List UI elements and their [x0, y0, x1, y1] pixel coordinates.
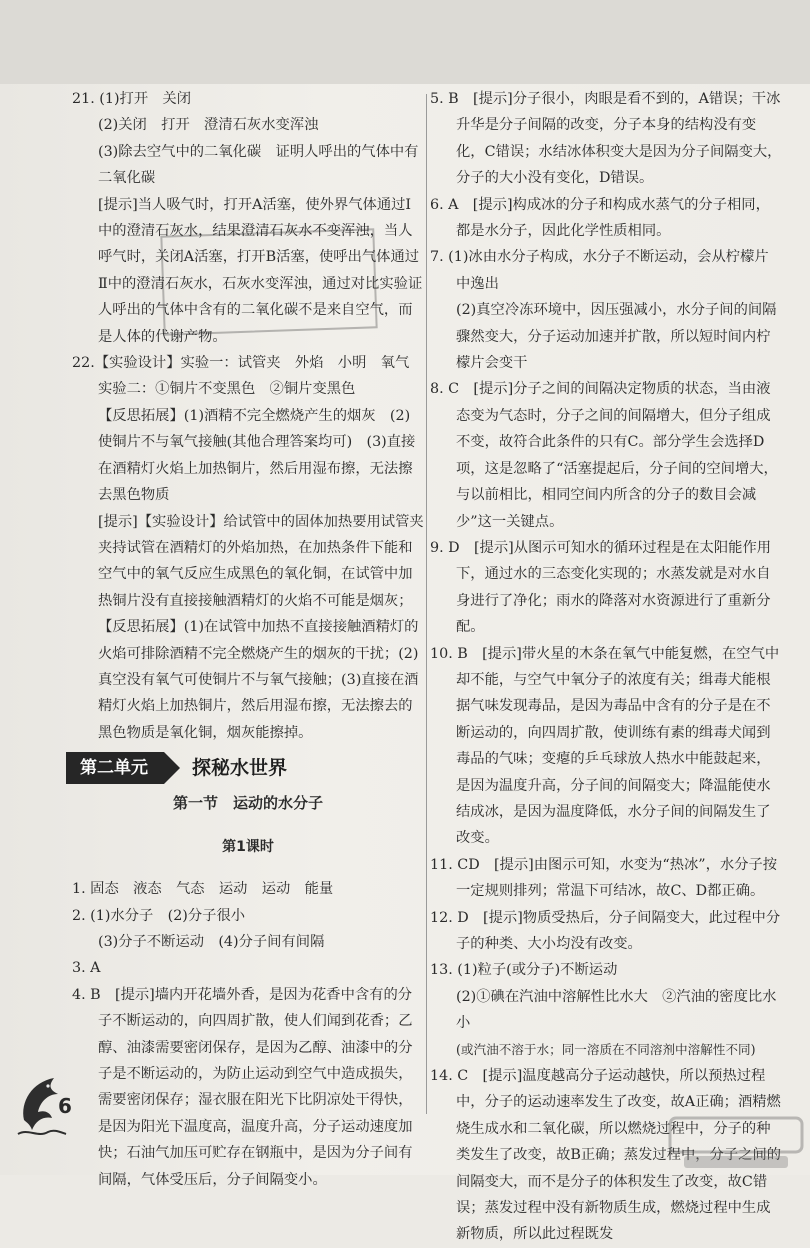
answer-item: 8. C [提示]分子之间的间隔决定物质的状态，当由液态变为气态时，分子之间的间隔增大，但分子组成不变，故符合此条件的只有C。部分学生会选择D项，这是忽略了“活塞提起后，分子间的空间增大，与以前相比，相同空间内所含的分子的数目会减少”这一关键点。	[430, 381, 778, 530]
page-number: 6	[58, 1094, 72, 1118]
answer-item: 11. CD [提示]由图示可知，水变为“热冰”，水分子按一定规则排列；常温下可结冰，故C、D都正确。	[430, 856, 778, 900]
unit-banner	[66, 752, 424, 784]
answer-subline: 实验二：①铜片不变黑色 ②铜片变黑色	[98, 381, 356, 398]
answer-item: 4. B [提示]墙内开花墙外香，是因为花香中含有的分子不断运动的，向四周扩散，使人们闻到花香；乙醇、油漆需要密闭保存，是因为乙醇、油漆中的分子是不断运动的，为防止运动到空气中造成损失，需要密闭保存；湿衣服在阳光下比阴凉处干得快，是因为阳光下温度高，温度升高，分子运动速度加快；石油气加压可贮存在钢瓶中，是因为分子间有间隔，气体受压后，分子间隔变小。	[72, 986, 413, 1188]
answer-item: 1. 固态 液态 气态 运动 运动 能量	[72, 881, 334, 898]
answer-subline: (2)真空冷冻环境中，因压强减小，水分子间的间隔骤然变大，分子运动加速并扩散，所以短时间内柠檬片会变干	[456, 302, 777, 372]
answer-subline: (3)除去空气中的二氧化碳 证明人呼出的气体中有二氧化碳	[98, 143, 419, 187]
watermark-logo-icon	[666, 1112, 806, 1172]
answer-item: 7. (1)冰由水分子构成，水分子不断运动，会从柠檬片中逸出	[430, 249, 769, 292]
lesson-title: 第1课时	[222, 839, 274, 856]
answer-item: 13. (1)粒子(或分子)不断运动	[430, 962, 618, 979]
answer-item: 21. (1)打开 关闭	[72, 91, 192, 107]
answer-subline: 【反思拓展】(1)酒精不完全燃烧产生的烟灰 (2)使铜片不与氧气接触(其他合理答案均可) (3)直接在酒精灯火焰上加热铜片，然后用湿布擦，无法擦去黑色物质	[98, 407, 416, 504]
answer-item: 6. A [提示]构成冰的分子和构成水蒸气的分子相同，都是水分子，因此化学性质相同。	[430, 196, 770, 240]
answer-subline: (2)①碘在汽油中溶解性比水大 ②汽油的密度比水小	[456, 988, 777, 1032]
left-column	[72, 86, 424, 1193]
right-column	[430, 86, 782, 1248]
answer-item: 9. D [提示]从图示可知水的循环过程是在太阳能作用下，通过水的三态变化实现的；水蒸发就是对水自身进行了净化；雨水的降落对水资源进行了重新分配。	[430, 539, 772, 636]
answer-item: 3. A	[72, 960, 101, 977]
answer-subline: (3)分子不断运动 (4)分子间有间隔	[98, 933, 325, 950]
column-divider	[426, 94, 427, 1114]
answer-subline: [提示]当人吸气时，打开A活塞，使外界气体通过Ⅰ中的澄清石灰水，结果澄清石灰水不变浑浊，当人呼气时，关闭A活塞，打开B活塞，使呼出气体通过Ⅱ中的澄清石灰水，石灰水变浑浊，通过对比实验证人呼出的气体中含有的二氧化碳不是来自空气，而是人体的代谢产物。	[98, 196, 423, 345]
answer-item: 5. B [提示]分子很小，肉眼是看不到的，A错误；干冰升华是分子间隔的改变，分子本身的结构没有变化，C错误；水结冰体积变大是因为分子间隔变大，分子的大小没有变化，D错误。	[430, 91, 782, 187]
answer-note: (或汽油不溶于水；同一溶质在不同溶剂中溶解性不同)	[456, 1041, 756, 1057]
answer-subline: [提示]【实验设计】给试管中的固体加热要用试管夹夹持试管在酒精灯的外焰加热，在加热条件下能和空气中的氧气反应生成黑色的氧化铜，在试管中加热铜片没有直接接触酒精灯的火焰不可能是烟灰；【反思拓展】(1)在试管中加热不直接接触酒精灯的火焰可排除酒精不完全燃烧产生的烟灰的干扰；(2)真空没有氧气可使铜片不与氧气接触；(3)直接在酒精灯火焰上加热铜片，然后用湿布擦，无法擦去的黑色物质是氧化铜，烟灰能擦掉。	[98, 513, 424, 741]
answer-item: 2. (1)水分子 (2)分子很小	[72, 907, 246, 924]
unit-tag: 第二单元	[66, 752, 164, 784]
unit-title: 探秘水世界	[192, 756, 288, 779]
answer-item: 12. D [提示]物质受热后，分子间隔变大，此过程中分子的种类、大小均没有改变。	[430, 909, 781, 952]
answer-subline: (2)关闭 打开 澄清石灰水变浑浊	[98, 117, 319, 134]
section-title: 第一节 运动的水分子	[172, 794, 323, 813]
answer-item: 22.【实验设计】实验一：试管夹 外焰 小明 氧气	[72, 355, 410, 372]
answer-item: 10. B [提示]带火星的木条在氧气中能复燃，在空气中却不能，与空气中氧分子的浓度有关；缉毒犬能根据气味发现毒品，是因为毒品中含有的分子是在不断运动的，向四周扩散，使训练有素的缉毒犬闻到毒品的气味；变瘪的乒乓球放人热水中能鼓起来，是因为温度升高，分子间的间隔变大；降温能使水结成冰，是因为温度降低，水分子间的间隔发生了改变。	[430, 645, 780, 847]
answer-item: 14. C [提示]温度越高分子运动越快，所以预热过程中，分子的运动速率发生了改变，故A正确；酒精燃烧生成水和二氧化碳，所以燃烧过程中，分子的种类发生了改变，故B正确；蒸发过程中，分子之间的间隔变大，而不是分子的体积发生了改变，故C错误；蒸发过程中没有新物质生成，燃烧过程中生成新物质，所以此过程既发	[430, 1068, 782, 1243]
page-top-margin	[0, 0, 810, 84]
